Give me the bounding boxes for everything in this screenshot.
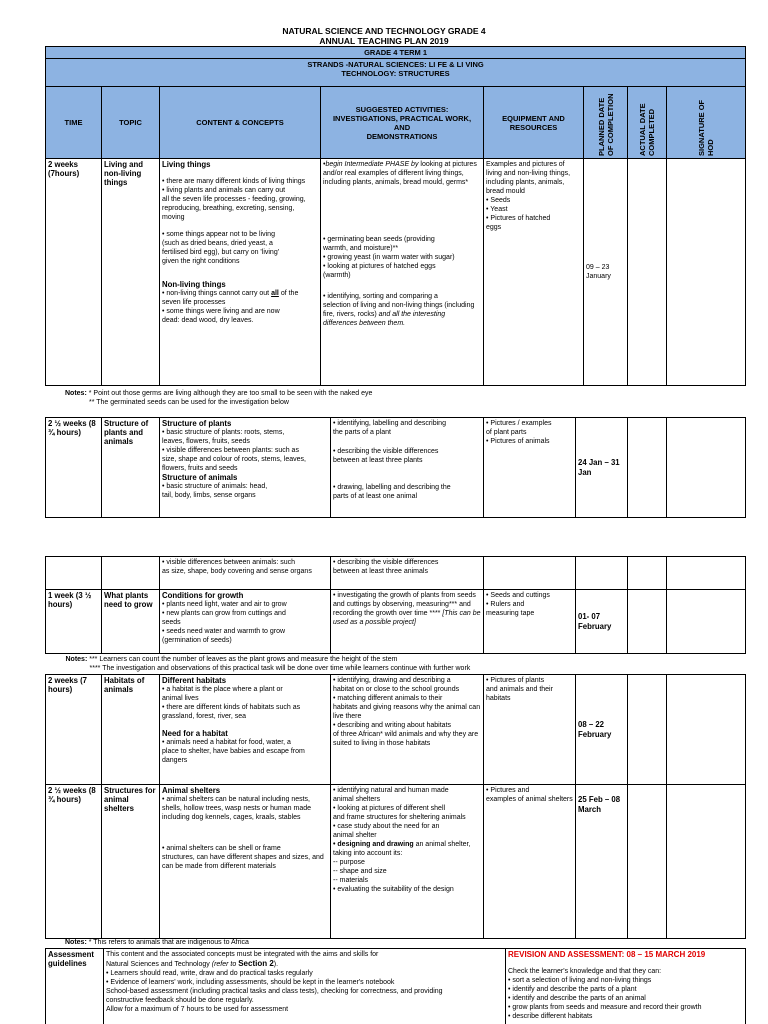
row3-content [160,557,331,590]
row4-time: 1 week (3 ½ hours) [46,590,102,654]
row2-actual-date [628,418,667,518]
row6-planned-date: 25 Feb – 08 March [576,785,628,939]
notes-3-text-1: * This refers to animals that are indigenous to Africa [88,939,249,946]
revision-line: • identify and describe the parts of an animal [508,995,646,1002]
row1-activity-fragment: selection of living and non-living things (including fire, rivers, rocks) [323,302,475,318]
row1-equipment-line: • Seeds [486,197,511,204]
col-planned-date [584,87,628,159]
row2-content-line: • basic structure of animals: head, [162,483,268,490]
row4-activity-line [333,591,481,627]
row3-signature [667,557,746,590]
assessment-fragment: (refer to [211,961,237,968]
notes-1-text-1: * Point out those germs are living although they are too small to be seen with the naked eye [88,390,373,397]
revision-line: • grow plants from seeds and measure and record their growth [508,1004,702,1011]
title-line-2: ANNUAL TEACHING PLAN 2019 [319,36,449,46]
row4-signature [667,590,746,654]
row6-content-line [162,795,328,822]
row5-content-line: • a habitat is the place where a plant or [162,686,283,693]
row1-content-line: fertilised bird egg), but carry on 'living' [162,249,280,256]
row2-content-line: • basic structure of plants: roots, stems, [162,429,285,436]
row6-signature [667,785,746,939]
row4-actual-date [628,590,667,654]
row1-content-line: given the right conditions [162,258,240,265]
row1-content-line [162,289,318,307]
row2-equipment-line: • Pictures / examples [486,420,552,427]
notes-1 [65,389,372,407]
notes-2 [46,654,746,675]
row1-content-line: • there are many different kinds of living things [162,178,306,185]
row5-content-heading-2: Need for a habitat [162,729,228,738]
row6-equipment-line: • Pictures and [486,787,530,794]
row1-content-fragment: • non-living things cannot carry out [162,290,270,297]
row1-actual-date [628,159,667,386]
row5-activity-line: • identifying, drawing and describing a [333,677,451,684]
row6-activity-line: • identifying natural and human made [333,787,449,794]
row1-equipment-line: eggs [486,224,502,231]
row1-activity-emphasis: •begin Intermediate PHASE by [323,161,419,168]
row6-content-line: • animal shelters can be shell or frame [162,845,281,852]
row6-actual-date [628,785,667,939]
strands-line-1: STRANDS -NATURAL SCIENCES: LI FE & LI VING [307,60,484,69]
row1-activity-line: • identifying, sorting and comparing a [323,293,438,300]
row2-equipment-line: of plant parts [486,429,527,436]
row1-activity-line: (warmth) [323,272,351,279]
row5-activity-line: habitats and giving reasons why the animal can live there [333,704,481,720]
col-actual-date [628,87,667,159]
assessment-line: constructive feedback should be done regularly. [106,997,254,1004]
row5-content-line: animal lives [162,695,199,702]
row1-content-line: all the seven life processes - feeding, growing, reproducing, breathing, excreting, sensing, moving [162,196,306,221]
strands-line-2: TECHNOLOGY: STRUCTURES [341,69,450,78]
row1-activity-line: • germinating bean seeds (providing [323,236,435,243]
table-row-habitats [46,675,746,785]
revision-line: • sort a selection of living and non-living things [508,977,652,984]
row5-content-line: place to shelter, have babies and escape from dangers [162,748,305,764]
row5-content-line: • animals need a habitat for food, water, a [162,739,291,746]
row5-activity-line: of three African* wild animals and why they are suited to living in those habitats [333,731,479,747]
row1-equipment-line: • Pictures of hatched [486,215,551,222]
row2-equipment-line: • Pictures of animals [486,438,550,445]
row2-content-line: size, shape and colour of roots, stems, leaves, flowers, fruits and seeds [162,456,306,472]
row5-equipment-line: • Pictures of plants [486,677,545,684]
col-equipment-line1: EQUIPMENT AND [502,113,565,123]
row1-content-line: (such as dried beans, dried yeast, a [162,240,273,247]
row4-content [160,590,331,654]
assessment-line [106,969,503,978]
col-planned-date-label: PLANNED DATE OF COMPLETION [596,93,615,156]
row5-actual-date [628,675,667,785]
row1-time: 2 weeks (7hours) [46,159,102,386]
row2-planned-date: 24 Jan – 31 Jan [576,418,628,518]
row5-equipment-line: and animals and their habitats [486,686,553,702]
table-row-shelters [46,785,746,939]
row1-content-fragment: of the seven life processes [162,290,299,306]
row1-content-line: • living plants and animals can carry out [162,187,286,194]
row6-activity-line: • evaluating the suitability of the design [333,886,454,893]
notes-2-row [46,654,746,675]
row3-activity-line: • describing the visible differences [333,559,439,566]
notes-2-line-1 [66,655,746,664]
row6-activity-line: animal shelters [333,796,381,803]
row6-content [160,785,331,939]
row1-content-heading: Living things [162,160,211,169]
row6-content-fragment: natural including nests, shells, hollow trees, wasp nests or human made including dog kennels, cages, kraals, stables [162,796,312,821]
row2-equipment [484,418,576,518]
assessment-fragment: be kept in the learner's notebook [293,979,395,986]
row6-activity-line: animal shelter [333,832,377,839]
row2-activity-line: the parts of a plant [333,429,391,436]
row3-time [46,557,102,590]
row2-time: 2 ½ weeks (8 ¾ hours) [46,418,102,518]
term-band: GRADE 4 TERM 1 [46,47,746,59]
assessment-line [106,978,503,987]
row4-activity-emphasis: [This can be used as a possible project] [333,610,481,626]
table-row-living-things [46,159,746,386]
notes-2-label: Notes: [65,656,88,663]
row6-activity-fragment: an animal shelter, taking into account its: [333,841,471,857]
row2-content-line: • visible differences between plants: such as [162,447,299,454]
row6-activity-line: -- materials [333,877,369,884]
row5-signature [667,675,746,785]
assessment-line: Allow for a maximum of 7 hours to be used for assessment [106,1006,289,1013]
row6-content-heading: Animal shelters [162,786,221,795]
row1-equipment-line: • Yeast [486,206,508,213]
row6-content-fragment: • animal shelters can be [162,796,237,803]
col-topic: TOPIC [102,87,160,159]
row1-activities [321,159,484,386]
assessment-fragment: • Learners should read, write, draw and do practical tasks [106,970,284,977]
row6-activities [331,785,484,939]
row6-equipment [484,785,576,939]
row1-activity-line [323,301,481,328]
assessment-line [106,959,503,969]
title-line-1: NATURAL SCIENCE AND TECHNOLOGY GRADE 4 [282,26,486,36]
row2-activity-line: • drawing, labelling and describing the [333,484,451,491]
row1-content-line: • some things appear not to be living [162,231,275,238]
strands-band [46,59,746,87]
teaching-plan-table-1 [45,46,746,386]
row4-equipment-line: measuring tape [486,610,535,617]
assessment-fragment: ). [273,961,279,968]
row2-activity-line: between at least three plants [333,457,423,464]
row1-signature [667,159,746,386]
notes-1-label: Notes: [65,390,87,397]
teaching-plan-table-2 [45,417,746,518]
row1-activity-line: • looking at pictures of hatched eggs [323,263,436,270]
col-signature-label: SIGNATURE OF HOD [697,99,716,156]
row5-content [160,675,331,785]
row6-topic: Structures for animal shelters [102,785,160,939]
row5-content-line: grassland, forest, river, sea [162,713,247,720]
row4-content-line: (germination of seeds) [162,637,232,644]
row3-content-line: • visible differences between animals: such [162,559,296,566]
row6-activity-line: • case study about the need for an [333,823,440,830]
row5-content-heading: Different habitats [162,676,227,685]
notes-2-text-1: *** Learners can count the number of leaves as the plant grows and measure the height of the stem [89,656,398,663]
col-actual-date-label: ACTUAL DATE COMPLETED [638,102,656,156]
row5-activities [331,675,484,785]
row4-equipment [484,590,576,654]
row2-content [160,418,331,518]
col-activities-line2: INVESTIGATIONS, PRACTICAL WORK, [332,113,472,123]
row3-topic [102,557,160,590]
assessment-label: Assessment guidelines [46,949,104,1024]
row3-activity-line: between at least three animals [333,568,428,575]
row2-signature [667,418,746,518]
row4-equipment-line: • Seeds and cuttings [486,592,550,599]
row4-topic: What plants need to grow [102,590,160,654]
col-activities-line4: DEMONSTRATIONS [366,131,438,141]
col-equipment [484,87,584,159]
row4-activities [331,590,484,654]
assessment-table [45,948,746,1024]
row3-content-line: as size, shape, body covering and sense organs [162,568,312,575]
row4-content-line: • plants need light, water and air to grow [162,601,287,608]
row3-planned-date [576,557,628,590]
row5-planned-date: 08 – 22 February [576,675,628,785]
table-row-structure [46,418,746,518]
row6-activity-line [333,840,481,858]
notes-3-line-1 [65,938,249,947]
col-equipment-line2: RESOURCES [509,122,558,132]
notes-2-text-2: **** The investigation and observations of this practical task will be done over time while learners continue with further work [89,665,471,672]
row4-planned-date: 01- 07 February [576,590,628,654]
col-activities-line1: SUGGESTED ACTIVITIES: [355,104,449,114]
row6-activity-line: -- purpose [333,859,365,866]
table-row-animal-differences [46,557,746,590]
row1-content-line: dead: dead wood, dry leaves. [162,317,254,324]
notes-1-line-1 [65,389,372,398]
row4-equipment-line: • Rulers and [486,601,525,608]
teaching-plan-table-3 [45,556,746,939]
revision-line: • identify and describe the parts of a plant [508,986,637,993]
row4-content-line: • new plants can grow from cuttings and [162,610,286,617]
row2-activity-line: • identifying, labelling and describing [333,420,446,427]
row6-activity-line: • looking at pictures of different shell [333,805,446,812]
row3-actual-date [628,557,667,590]
row6-time: 2 ½ weeks (8 ¾ hours) [46,785,102,939]
revision-line: • describe different habitats [508,1013,593,1020]
row2-activity-line: parts of at least one animal [333,493,418,500]
row4-activity-fragment: the growth of plants from seeds and cuttings by observing, measuring*** and recording the growth over time **** [333,592,476,617]
row3-activities [331,557,484,590]
assessment-line: This content and the associated concepts must be integrated with the aims and skills for [106,951,379,958]
assessment-section-ref: Section 2 [238,959,274,968]
row5-time: 2 weeks (7 hours) [46,675,102,785]
row1-content-line: • some things were living and are now [162,308,280,315]
row1-topic: Living and non-living things [102,159,160,386]
row1-activity-line [323,160,481,187]
row1-activity-line: • growing yeast (in warm water with sugar) [323,254,455,261]
col-activities-line3: AND [393,122,411,132]
row2-activity-line: • describing the visible differences [333,448,439,455]
row6-activity-line: -- shape and size [333,868,387,875]
row5-activity-line: • matching different animals to their [333,695,443,702]
col-content: CONTENT & CONCEPTS [160,87,321,159]
row2-activities [331,418,484,518]
col-time: TIME [46,87,102,159]
row1-activity-fragment: looking at pictures and/or real examples of different living things, including plants, animals, bread mould, germs* [323,161,477,186]
column-header-row [46,87,746,159]
revision-line: Check the learner's knowledge and that they can: [508,968,662,975]
row1-content [160,159,321,386]
row1-equipment [484,159,584,386]
notes-3-label: Notes: [65,939,87,946]
row6-content-line: structures, can have different shapes and sizes, and can be made from different materials [162,854,324,870]
assessment-line: School-based assessment (including practical tasks and class tests), checking for correctness, and providing [106,988,443,995]
row1-activity-line: warmth, and moisture)** [323,245,399,252]
row6-activity-emphasis: • designing and drawing [333,841,414,848]
row1-activity-emphasis: and all the interesting differences between them. [323,311,446,327]
table-row-plants-grow [46,590,746,654]
assessment-fragment: • Evidence of learners' work, including assessments, should [106,979,292,986]
assessment-fragment: Natural Sciences and Technology [106,961,210,968]
row4-activity-fragment: • investigating [333,592,377,599]
row5-content-line: • there are different kinds of habitats such as [162,704,301,711]
document-title [0,26,768,46]
row2-topic: Structure of plants and animals [102,418,160,518]
revision-title: REVISION AND ASSESSMENT: 08 – 15 MARCH 2019 [508,950,706,959]
row2-content-heading: Structure of plants [162,419,232,428]
row1-content-emphasis: all [271,290,279,297]
row1-content-heading-2: Non-living things [162,280,226,289]
row5-equipment [484,675,576,785]
row2-content-heading-2: Structure of animals [162,473,238,482]
row2-content-line: tail, body, limbs, sense organs [162,492,256,499]
row4-content-heading: Conditions for growth [162,591,244,600]
row4-content-line: • seeds need water and warmth to grow [162,628,286,635]
row3-equipment [484,557,576,590]
row5-activity-line: habitat on or close to the school grounds [333,686,460,693]
assessment-guidelines [104,949,506,1024]
row2-content-line: leaves, flowers, fruits, seeds [162,438,250,445]
notes-3 [65,938,249,947]
row5-activity-line: • describing and writing about habitats [333,722,452,729]
col-signature [667,87,746,159]
col-activities [321,87,484,159]
notes-1-text-2: ** The germinated seeds can be used for the investigation below [89,399,289,406]
row1-planned-date: 09 – 23 January [584,159,628,386]
assessment-row [46,949,746,1024]
revision-assessment [506,949,746,1024]
row6-equipment-line: examples of animal shelters [486,796,573,803]
row5-topic: Habitats of animals [102,675,160,785]
row6-activity-line: and frame structures for sheltering animals [333,814,466,821]
row1-equipment-line: Examples and pictures of living and non-living things, including plants, animals, bread mould [486,161,571,195]
assessment-fragment: regularly [285,970,313,977]
row4-content-line: seeds [162,619,181,626]
